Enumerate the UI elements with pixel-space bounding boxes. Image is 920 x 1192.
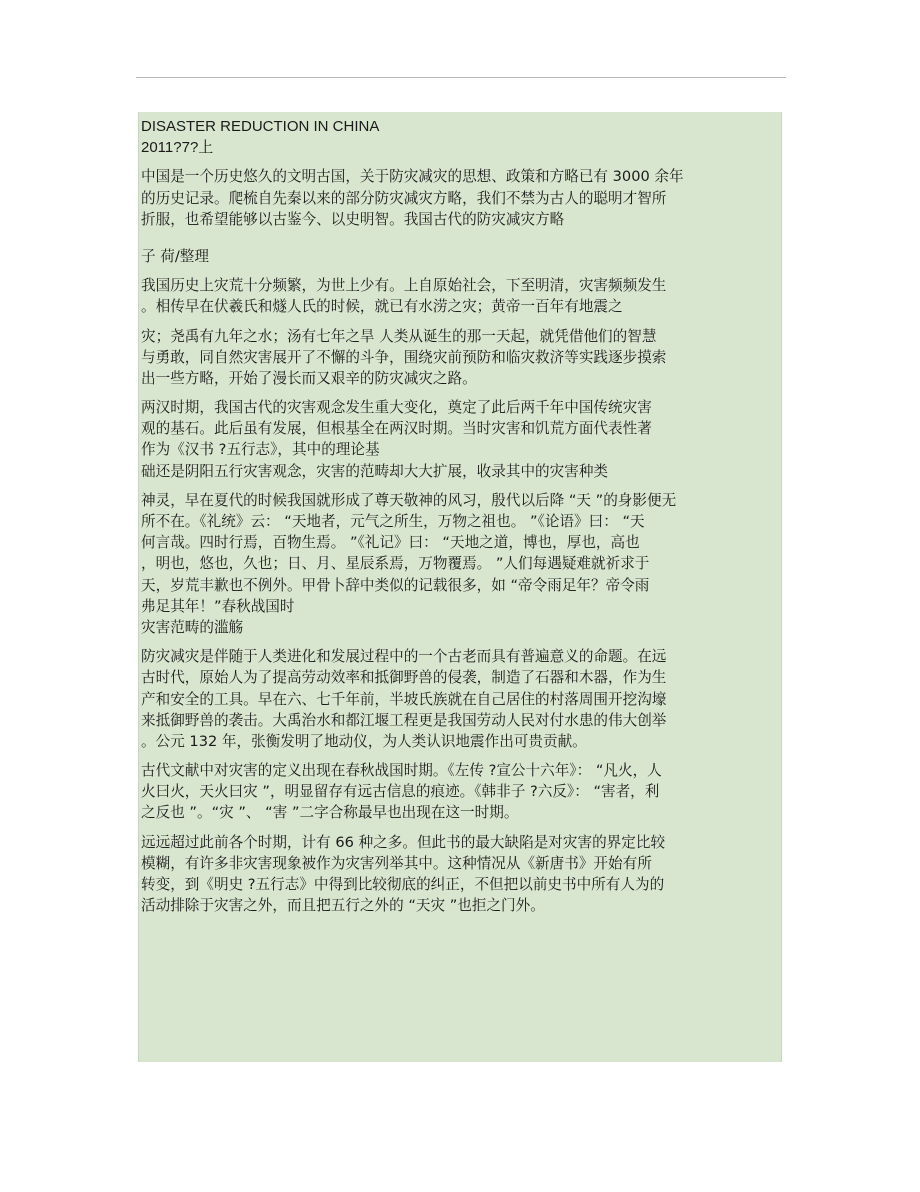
text-line: 远远超过此前各个时期，计有 66 种之多。但此书的最大缺陷是对灾害的界定比较 — [141, 833, 666, 851]
text-line: 转变，到《明史 ?五行志》中得到比较彻底的纠正，不但把以前史书中所有人为的 — [141, 876, 665, 893]
author-line — [141, 246, 777, 267]
text-line: 。相传早在伏羲氏和燧人氏的时候，就已有水涝之灾；黄帝一百年有地震之 — [141, 298, 623, 316]
text-line: 子 荷/整理 — [141, 247, 209, 265]
text-line: 模糊，有许多非灾害现象被作为灾害列举其中。这种情况从《新唐书》开始有所 — [141, 854, 652, 872]
text-line: 折服，也希望能够以古鉴今、以史明智。我国古代的防灾减灾方略 — [141, 210, 565, 228]
text-line: 古代文献中对灾害的定义出现在春秋战国时期。《左传 ?宣公十六年》： “凡火，人 — [141, 762, 662, 780]
header-rule — [136, 77, 786, 78]
text-line: 神灵，早在夏代的时候我国就形成了尊天敬神的风习，殷代以后降 “天 ”的身影便无 — [141, 491, 677, 509]
text-line: 火曰火，天火曰灾 ”，明显留存有远古信息的痕迹。《韩非子 ?六反》： “害者，利 — [141, 783, 660, 801]
text-line: 中国是一个历史悠久的文明古国，关于防灾减灾的思想、政策和方略已有 3000 余年 — [141, 168, 684, 186]
text-line: 古时代，原始人为了提高劳动效率和抵御野兽的侵袭，制造了石器和木器，作为生 — [141, 669, 667, 687]
paragraph — [141, 490, 777, 638]
document-body — [141, 116, 777, 916]
text-line: 之反也 ”。“灾 ”、 “害 ”二字合称最早也出现在这一时期。 — [141, 804, 519, 822]
text-line: 出一些方略，开始了漫长而又艰辛的防灾减灾之路。 — [141, 369, 477, 387]
section-heading: 灾害范畴的滥觞 — [141, 618, 244, 636]
text-line: ，明也，悠也，久也；日、月、星辰系焉，万物覆焉。 ”人们每遇疑难就祈求于 — [141, 555, 650, 573]
text-line: 与勇敢，同自然灾害展开了不懈的斗争，围绕灾前预防和临灾救济等实践逐步摸索 — [141, 348, 667, 366]
text-line: 天，岁荒丰歉也不例外。甲骨卜辞中类似的记载很多，如 “帝令雨足年？帝令雨 — [141, 576, 650, 594]
paragraph — [141, 397, 777, 482]
text-line: 灾；尧禹有九年之水；汤有七年之旱 人类从诞生的那一天起，就凭借他们的智慧 — [141, 327, 657, 345]
text-line: 我国历史上灾荒十分频繁，为世上少有。上自原始社会，下至明清，灾害频频发生 — [141, 277, 667, 295]
text-line: 所不在。《礼统》云： “天地者，元气之所生，万物之祖也。 ”《论语》曰： “天 — [141, 513, 645, 530]
text-line: 何言哉。四时行焉，百物生焉。 ”《礼记》曰： “天地之道，博也，厚也，高也 — [141, 534, 640, 552]
paragraph — [141, 832, 777, 917]
text-line: 弗足其年！”春秋战国时 — [141, 597, 295, 615]
document-title: DISASTER REDUCTION IN CHINA — [141, 118, 380, 135]
text-line: 产和安全的工具。早在六、七千年前，半坡氏族就在自己居住的村落周围开挖沟壕 — [141, 690, 667, 708]
paragraph — [141, 275, 777, 317]
text-line: 两汉时期，我国古代的灾害观念发生重大变化，奠定了此后两千年中国传统灾害 — [141, 399, 652, 417]
text-line: 础还是阴阳五行灾害观念，灾害的范畴却大大扩展，收录其中的灾害种类 — [141, 462, 609, 480]
paragraph — [141, 326, 777, 390]
paragraph — [141, 166, 777, 230]
text-line: 防灾减灾是伴随于人类进化和发展过程中的一个古老而具有普遍意义的命题。在远 — [141, 648, 667, 666]
text-line: 的历史记录。爬梳自先秦以来的部分防灾减灾方略，我们不禁为古人的聪明才智所 — [141, 189, 667, 207]
text-line: 。公元 132 年，张衡发明了地动仪，为人类认识地震作出可贵贡献。 — [141, 732, 587, 750]
text-line: 作为《汉书 ?五行志》，其中的理论基 — [141, 441, 380, 459]
paragraph — [141, 646, 777, 752]
text-line: 活动排除于灾害之外，而且把五行之外的 “天灾 ”也拒之门外。 — [141, 897, 545, 915]
text-line: 观的基石。此后虽有发展，但根基全在两汉时期。当时灾害和饥荒方面代表性著 — [141, 420, 652, 438]
paragraph — [141, 760, 777, 824]
text-line: 来抵御野兽的袭击。大禹治水和都江堰工程更是我国劳动人民对付水患的伟大创举 — [141, 711, 667, 729]
document-subtitle: 2011?7?上 — [141, 139, 214, 157]
